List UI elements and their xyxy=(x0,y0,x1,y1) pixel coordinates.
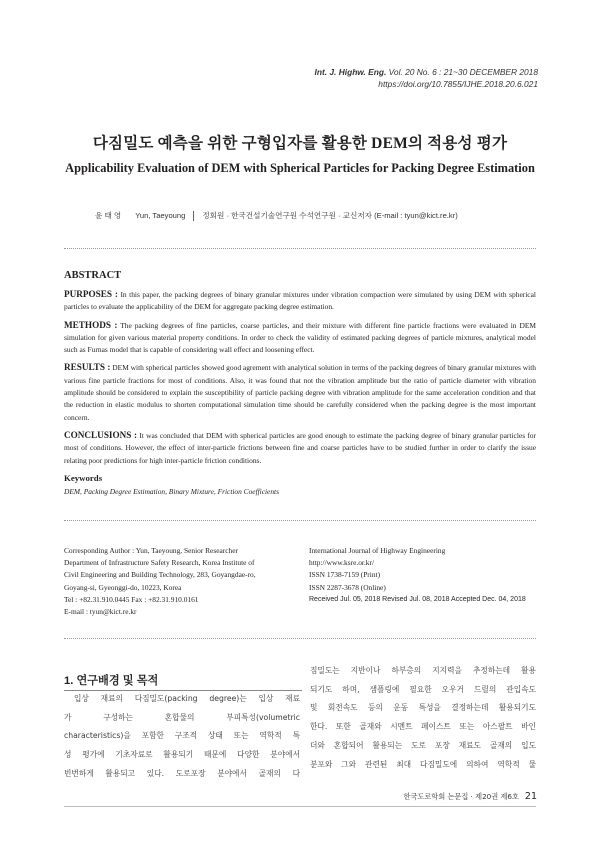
corr-line: Corresponding Author : Yun, Taeyoung, Senior Researcher xyxy=(64,546,238,555)
correspondence-block xyxy=(64,545,299,618)
body-line: 분포와 그와 관련된 최대 다짐밀도에 의하여 역학적 물 xyxy=(310,759,536,769)
body-line: 한다. 또한 골재와 시멘트 페이스트 또는 아스팔트 바인 xyxy=(310,722,536,732)
corr-line: Goyang-si, Gyeonggi-do, 10223, Korea xyxy=(64,582,182,592)
body-line: 빈번하게 활용되고 있다. 도로포장 분야에서 골재의 다 xyxy=(64,768,300,778)
corr-line: Civil Engineering and Building Technology, 283, Goyangdae-ro, xyxy=(64,570,256,580)
body-line: characteristics)을 포함한 구조적 상태 또는 역학적 특 xyxy=(64,731,300,741)
purposes-label: PURPOSES : xyxy=(64,289,118,299)
methods-text: The packing degrees of fine particles, coarse particles, and their mixture with different fine particle fractions were evaluated in DEM simulation for given various material property conditions. In order to check the validity of estimated packing degrees of particle mixtures, analytical model such as Furnas model that is capable of considering wall effect and loosening effect. xyxy=(64,320,536,355)
corr-email[interactable]: E-mail : tyun@kict.re.kr xyxy=(64,607,137,617)
abstract-methods xyxy=(64,319,536,357)
divider-dotted-top xyxy=(64,248,536,249)
info-line: ISSN 2287-3678 (Online) xyxy=(309,582,386,592)
author-line xyxy=(95,210,458,221)
body-line: 및 회전속도 등의 운동 특성을 결정하는데 활용되기도 xyxy=(310,703,536,713)
body-line: 더와 혼합되어 활용되는 도로 포장 재료도 골재의 입도 xyxy=(310,740,536,750)
body-line: 입상 재료의 다짐밀도(packing degree)는 입상 재료 xyxy=(74,694,300,703)
body-line: 짐밀도는 지반이나 하부층의 지지력을 추정하는데 활용 xyxy=(310,666,536,675)
divider-dotted-bottom xyxy=(64,520,536,521)
body-line: 되기도 하며, 샘플링에 필요한 오우거 드릴의 관입속도 xyxy=(310,684,536,694)
author-affiliation: 정회원 · 한국건설기술연구원 수석연구원 · 교신저자 (E-mail : tyun@kict.re.kr) xyxy=(202,211,458,220)
info-line: ISSN 1738-7159 (Print) xyxy=(309,570,381,580)
abstract-heading: ABSTRACT xyxy=(64,270,122,281)
abstract-body xyxy=(64,288,536,472)
abstract-results xyxy=(64,361,536,423)
keywords-heading: Keywords xyxy=(64,473,103,483)
footer-journal: 한국도로학회 논문집 · 제20권 제6호 xyxy=(403,792,519,801)
page-number: 21 xyxy=(524,791,537,802)
corr-line: Tel : +82.31.910.0445 Fax : +82.31.910.0161 xyxy=(64,594,199,604)
author-name-ko: 윤 태 영 xyxy=(95,211,122,220)
received-dates: Received Jul. 05, 2018 Revised Jul. 08, 2018 Accepted Dec. 04, 2018 xyxy=(309,595,526,603)
footer-rule xyxy=(64,806,536,807)
conclusions-text: It was concluded that DEM with spherical particles are good enough to estimate the packing degree of binary granular particles for most of conditions. However, the effect of inter-particle frictions between fine and coarse particles have to be studied further in order to clarify the issue relating poor predictions for high inter-particle friction conditions. xyxy=(64,430,536,465)
title-english: Applicability Evaluation of DEM with Spherical Particles for Packing Degree Estimation xyxy=(65,161,535,175)
journal-abbr: Int. J. Highw. Eng. xyxy=(314,67,387,77)
abstract-conclusions xyxy=(64,429,536,467)
conclusions-label: CONCLUSIONS : xyxy=(64,429,138,440)
results-text: DEM with spherical particles showed good agrement with analytical solution in terms of the packing degrees of binary granular mixtures with various fine particle fractions for most of conditions. Also, it was found that not the vibration amplitude but the ratio of particle diameter with vibration amplitude should be considered to explain the susceptibility of particle packing degree with vibration amplitude for the same acceleration condition and that the reduction in elastic modulus to shorten computational simulation time should be carefully considered when the packing degree is the most important concern. xyxy=(64,363,536,422)
journal-info-block xyxy=(309,545,549,606)
journal-header xyxy=(315,66,539,90)
body-column-right xyxy=(310,662,536,774)
section-title: 1. 연구배경 및 목적 xyxy=(64,675,159,687)
keywords-text: DEM, Packing Degree Estimation, Binary Mixture, Friction Coefficients xyxy=(64,487,279,496)
author-divider xyxy=(193,211,194,221)
divider-dotted-body xyxy=(64,638,536,639)
body-line: 가 구성하는 혼합물의 부피특성(volumetric xyxy=(64,712,300,722)
info-url[interactable]: http://www.ksre.or.kr/ xyxy=(309,558,375,568)
page-footer xyxy=(404,791,538,802)
results-label: RESULTS : xyxy=(64,362,111,373)
journal-issue: Vol. 20 No. 6 : 21~30 DECEMBER 2018 xyxy=(388,67,538,77)
author-name-en: Yun, Taeyoung xyxy=(135,211,186,220)
purposes-text: In this paper, the packing degrees of binary granular mixtures under vibration compaction were simulated by using DEM with spherical particles to evaluate the applicability of the DEM for aggregate packing degree estimation. xyxy=(64,290,536,312)
title-korean: 다짐밀도 예측을 위한 구형입자를 활용한 DEM의 적용성 평가 xyxy=(92,135,508,152)
abstract-purposes xyxy=(64,288,536,314)
corr-line: Department of Infrastructure Safety Research, Korea Institute of xyxy=(64,558,255,568)
info-line: International Journal of Highway Engineering xyxy=(309,546,446,555)
methods-label: METHODS : xyxy=(64,319,118,330)
body-column-left xyxy=(64,690,300,784)
doi-link[interactable]: https://doi.org/10.7855/IJHE.2018.20.6.021 xyxy=(378,79,538,89)
body-line: 성 평가에 기초자료로 활용되기 때문에 다양한 분야에서 xyxy=(64,750,300,760)
